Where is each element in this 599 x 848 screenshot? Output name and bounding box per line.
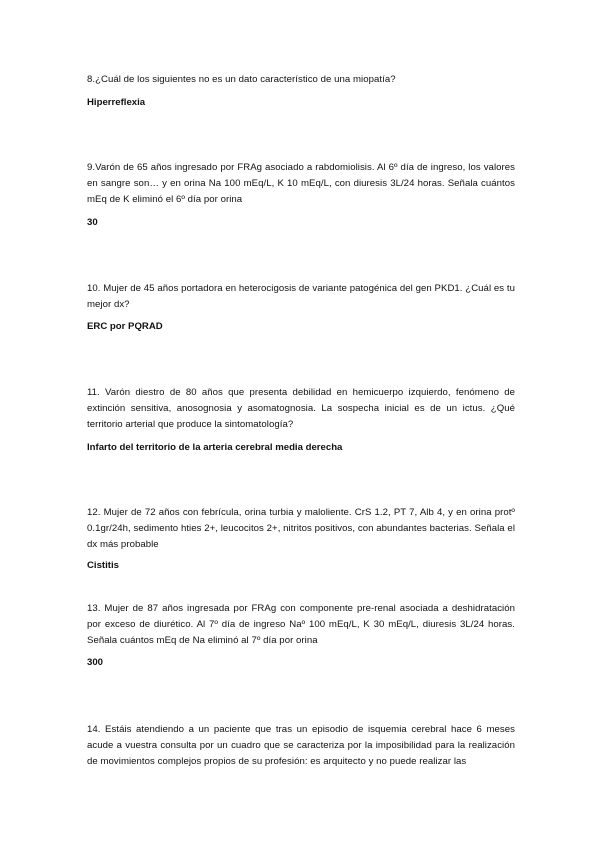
question-9-text: 9.Varón de 65 años ingresado por FRAg asociado a rabdomiolisis. Al 6º día de ingreso, los valores en sangre son… y en orina Na 100 mEq/L, K 10 mEq/L, con diuresis 3L/24 horas. Señala cuántos mEq de K eliminó el 6º día por orina — [87, 162, 515, 205]
question-11-text: 11. Varón diestro de 80 años que presenta debilidad en hemicuerpo izquierdo, fenómeno de extinción sensitiva, anosognosia y asomatognosia. La sospecha inicial es de un ictus. ¿Qué territorio arterial que produce la sintomatología? — [87, 387, 515, 430]
answer-10-text: ERC por PQRAD — [87, 321, 163, 332]
answer-13-text: 300 — [87, 657, 104, 668]
question-13-text: 13. Mujer de 87 años ingresada por FRAg con componente pre-renal asociada a deshidratación por exceso de diurético. Al 7º día de ingreso Naº 100 mEq/L, K 30 mEq/L, diuresis 3L/24 horas. Señala cuántos mEq de Na eliminó al 7º día por orina — [87, 603, 515, 646]
question-8-text: 8.¿Cuál de los siguientes no es un dato característico de una miopatía? — [87, 74, 396, 85]
answer-11-text: Infarto del territorio de la arteria cerebral media derecha — [87, 442, 343, 453]
answer-12-text: Cistitis — [87, 560, 119, 571]
question-14-text: 14. Estáis atendiendo a un paciente que tras un episodio de isquemia cerebral hace 6 meses acude a vuestra consulta por un cuadro que se caracteriza por la imposibilidad para la realización de movimientos complejos propios de su profesión: es arquitecto y no puede realizar las — [87, 724, 515, 767]
question-12-text: 12. Mujer de 72 años con febrícula, orina turbia y maloliente. CrS 1.2, PT 7, Alb 4, y en orina protº 0.1gr/24h, sedimento hties 2+, leucocitos 2+, nitritos positivos, con abundantes bacterias. Señala el dx más probable — [87, 507, 515, 550]
answer-9-text: 30 — [87, 217, 98, 228]
question-10-text: 10. Mujer de 45 años portadora en heterocigosis de variante patogénica del gen PKD1. ¿Cuál es tu mejor dx? — [87, 283, 515, 310]
answer-8-text: Hiperreflexia — [87, 97, 146, 108]
